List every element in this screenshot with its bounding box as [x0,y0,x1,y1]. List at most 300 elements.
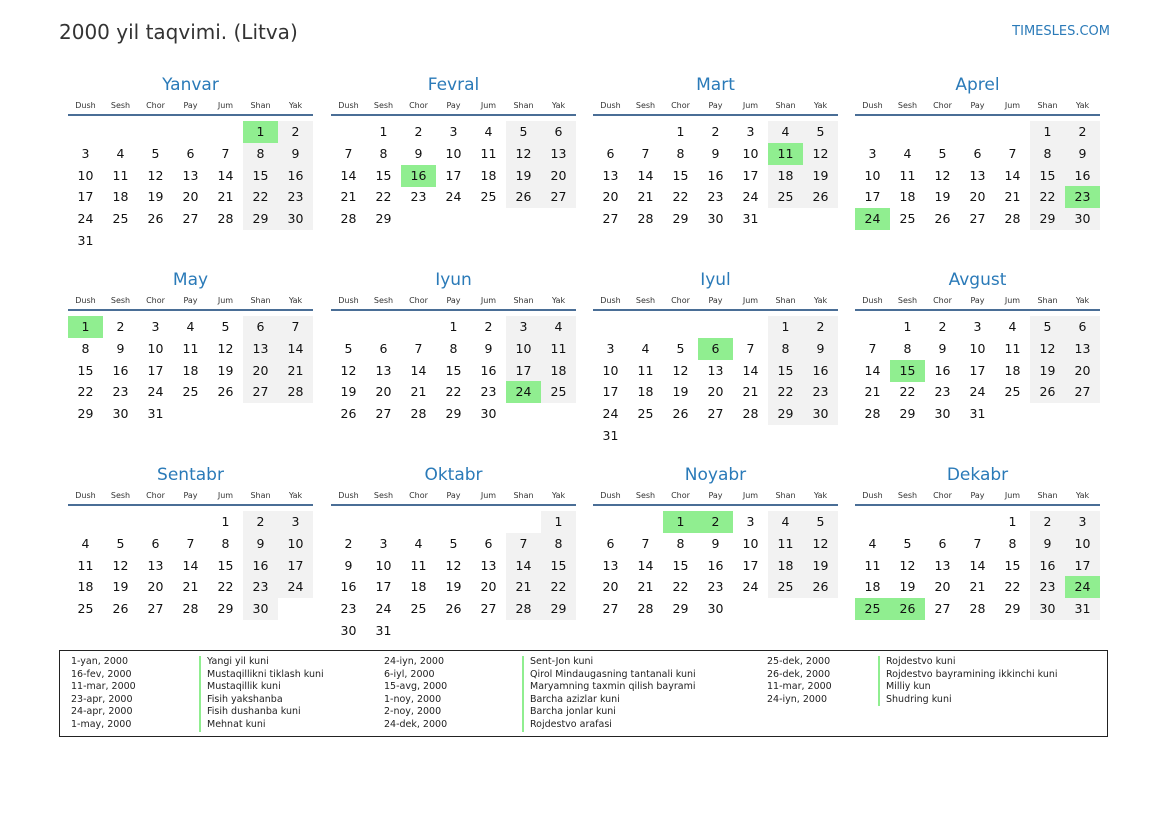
day-cell: 4 [868,535,877,551]
day-cell: 8 [449,340,458,356]
holiday-date: 24-dek, 2000 [384,719,448,730]
day-cell: 2 [344,535,353,551]
day-cell: 21 [1004,189,1021,205]
day-cell: 21 [410,384,427,400]
day-cell: 15 [217,557,234,573]
weekday-label: Dush [600,101,621,110]
day-cell: 4 [81,535,90,551]
weekday-label: Pay [446,101,461,110]
day-cell: 1 [379,124,388,139]
day-cell: 21 [637,579,654,595]
header-rule [593,309,838,311]
weekday-label: Chor [146,101,165,110]
weekday-label: Jum [217,101,234,110]
weekday-label: Sesh [897,296,918,305]
weekday-label: Yak [551,296,566,305]
header-rule [68,309,313,311]
weekday-label: Chor [671,296,690,305]
holiday-date: 16-fev, 2000 [71,668,132,680]
day-cell: 26 [112,601,129,617]
day-cell: 14 [742,362,759,378]
day-cell: 1 [676,124,685,139]
day-cell: 7 [868,340,877,356]
weekday-label: Sesh [373,491,394,500]
day-cell: 20 [969,189,986,205]
weekday-label: Pay [183,296,198,305]
day-cell: 9 [484,340,493,356]
day-cell: 28 [637,211,654,227]
day-cell: 22 [899,384,916,400]
day-cell: 23 [278,186,313,208]
day-cell: 10 [602,362,619,378]
day-cell: 29 [243,208,278,230]
weekday-label: Dush [600,296,621,305]
day-cell: 20 [934,579,951,595]
day-cell: 7 [344,145,353,161]
day-cell: 15 [541,555,576,577]
day-cell: 25 [899,211,916,227]
day-cell: 12 [1030,338,1065,360]
day-cell: 17 [77,189,94,205]
weekday-label: Chor [933,101,952,110]
weekday-label: Jum [217,296,234,305]
weekday-label: Sesh [373,101,394,110]
day-cell: 20 [147,579,164,595]
day-cell: 4 [903,145,912,161]
day-cell: 20 [1065,360,1100,382]
day-cell: 1 [221,514,230,529]
header-rule [68,114,313,116]
day-cell: 26 [506,186,541,208]
header-rule [855,114,1100,116]
header-rule [331,114,576,116]
day-cell: 23 [1030,576,1065,598]
month-title: Iyun [435,270,472,290]
day-cell: 1 [1008,514,1017,529]
holiday-name: Mustaqillik kuni [199,681,281,694]
day-cell: 20 [602,579,619,595]
weekday-label: Chor [933,296,952,305]
day-cell: 9 [243,533,278,555]
weekday-label: Jum [1004,296,1021,305]
day-cell: 9 [116,340,125,356]
day-cell: 26 [803,186,838,208]
day-cell: 18 [480,167,497,183]
day-cell: 19 [899,579,916,595]
weekday-label: Jum [742,491,759,500]
weekday-label: Yak [813,296,828,305]
weekday-label: Yak [288,296,303,305]
day-cell: 27 [1065,381,1100,403]
day-cell: 25 [1004,384,1021,400]
weekday-label: Sesh [897,101,918,110]
day-cell: 15 [768,360,803,382]
holiday-date: 15-avg, 2000 [384,681,448,693]
weekday-label: Pay [708,491,723,500]
header-rule [855,504,1100,506]
day-cell: 9 [803,338,838,360]
day-cell: 3 [973,319,982,334]
holiday-date: 25-dek, 2000 [767,656,831,667]
day-cell: 18 [768,165,803,187]
day-cell: 14 [410,362,427,378]
weekday-label: Jum [1004,101,1021,110]
day-cell: 17 [445,167,462,183]
day-cell: 12 [147,167,164,183]
day-cell: 3 [379,535,388,551]
day-cell: 10 [77,167,94,183]
day-cell: 18 [768,555,803,577]
day-cell: 16 [401,165,436,187]
day-cell: 25 [541,381,576,403]
weekday-label: Chor [671,101,690,110]
day-cell: 26 [340,406,357,422]
day-cell: 18 [864,579,881,595]
month-title: Yanvar [162,75,219,95]
day-cell: 24 [147,384,164,400]
weekday-label: Chor [409,101,428,110]
day-cell: 21 [182,579,199,595]
holiday-name: Rojdestvo bayramining ikkinchi kuni [878,669,1058,682]
day-cell: 24 [445,189,462,205]
day-cell: 16 [934,362,951,378]
day-cell: 4 [484,124,493,139]
weekday-label: Shan [1037,491,1058,500]
day-cell: 20 [707,384,724,400]
day-cell: 5 [151,145,160,161]
day-cell: 15 [890,360,925,382]
day-cell: 21 [742,384,759,400]
day-cell: 8 [1008,535,1017,551]
day-cell: 24 [77,211,94,227]
day-cell: 17 [1065,555,1100,577]
day-cell: 15 [445,362,462,378]
day-cell: 3 [81,145,90,161]
day-cell: 7 [641,145,650,161]
day-cell: 3 [278,511,313,533]
weekday-label: Chor [146,491,165,500]
weekday-label: Sesh [110,296,131,305]
day-cell: 8 [221,535,230,551]
day-cell: 3 [746,124,755,139]
day-cell: 12 [445,557,462,573]
holiday-legend [59,650,1108,737]
weekday-label: Shan [513,296,534,305]
day-cell: 30 [934,406,951,422]
day-cell: 26 [217,384,234,400]
day-cell: 14 [1004,167,1021,183]
day-cell: 8 [243,143,278,165]
day-cell: 26 [672,406,689,422]
day-cell: 20 [182,189,199,205]
day-cell: 13 [602,557,619,573]
day-cell: 30 [707,211,724,227]
day-cell: 30 [278,208,313,230]
holiday-name: Milliy kun [878,681,931,694]
day-cell: 1 [541,511,576,533]
month-title: Dekabr [946,465,1009,485]
day-cell: 13 [541,143,576,165]
day-cell: 1 [243,121,278,143]
day-cell: 29 [445,406,462,422]
holiday-date: 23-apr, 2000 [71,693,133,705]
weekday-label: Pay [970,101,985,110]
day-cell: 21 [217,189,234,205]
weekday-label: Shan [1037,296,1058,305]
day-cell: 15 [672,167,689,183]
day-cell: 24 [1065,576,1100,598]
day-cell: 31 [602,428,619,443]
day-cell: 19 [1030,360,1065,382]
day-cell: 26 [445,601,462,617]
month-title: Aprel [955,75,1000,95]
page-title: 2000 yil taqvimi. (Litva) [59,20,298,44]
day-cell: 19 [934,189,951,205]
weekday-label: Chor [671,491,690,500]
day-cell: 18 [182,362,199,378]
day-cell: 28 [278,381,313,403]
weekday-label: Sesh [897,491,918,500]
day-cell: 4 [116,145,125,161]
day-cell: 10 [864,167,881,183]
weekday-label: Pay [708,101,723,110]
day-cell: 15 [77,362,94,378]
day-cell: 24 [855,208,890,230]
day-cell: 8 [768,338,803,360]
day-cell: 23 [410,189,427,205]
weekday-label: Yak [1075,296,1090,305]
day-cell: 6 [243,316,278,338]
day-cell: 5 [803,121,838,143]
day-cell: 1 [903,319,912,334]
weekday-label: Sesh [635,491,656,500]
day-cell: 23 [112,384,129,400]
day-cell: 24 [278,576,313,598]
day-cell: 5 [938,145,947,161]
day-cell: 1 [663,511,698,533]
site-link[interactable]: TIMESLES.COM [1012,24,1110,39]
day-cell: 6 [186,145,195,161]
day-cell: 26 [147,211,164,227]
day-cell: 22 [1004,579,1021,595]
day-cell: 7 [221,145,230,161]
day-cell: 27 [375,406,392,422]
day-cell: 12 [899,557,916,573]
day-cell: 28 [864,406,881,422]
weekday-label: Jum [480,491,497,500]
weekday-label: Yak [813,491,828,500]
weekday-label: Jum [742,101,759,110]
weekday-label: Jum [480,101,497,110]
day-cell: 31 [742,211,759,227]
day-cell: 23 [1065,186,1100,208]
day-cell: 29 [375,211,392,227]
holiday-name: Barcha azizlar kuni [522,694,620,707]
weekday-label: Dush [75,296,96,305]
day-cell: 28 [969,601,986,617]
weekday-label: Chor [409,296,428,305]
day-cell: 20 [375,384,392,400]
day-cell: 18 [77,579,94,595]
day-cell: 27 [602,601,619,617]
day-cell: 1 [768,316,803,338]
weekday-label: Yak [288,101,303,110]
day-cell: 21 [637,189,654,205]
day-cell: 4 [414,535,423,551]
day-cell: 31 [77,233,94,248]
day-cell: 27 [541,186,576,208]
day-cell: 6 [151,535,160,551]
weekday-label: Pay [446,491,461,500]
weekday-label: Sesh [635,296,656,305]
day-cell: 23 [707,189,724,205]
day-cell: 28 [742,406,759,422]
weekday-label: Sesh [635,101,656,110]
day-cell: 17 [742,557,759,573]
weekday-label: Pay [446,296,461,305]
holiday-name: Rojdestvo kuni [878,656,956,669]
day-cell: 19 [803,555,838,577]
weekday-label: Shan [1037,101,1058,110]
day-cell: 1 [1030,121,1065,143]
day-cell: 11 [541,338,576,360]
day-cell: 13 [147,557,164,573]
day-cell: 18 [541,360,576,382]
day-cell: 13 [969,167,986,183]
day-cell: 11 [899,167,916,183]
day-cell: 3 [1065,511,1100,533]
day-cell: 11 [410,557,427,573]
day-cell: 20 [602,189,619,205]
day-cell: 17 [375,579,392,595]
day-cell: 17 [864,189,881,205]
day-cell: 6 [1065,316,1100,338]
day-cell: 18 [637,384,654,400]
day-cell: 11 [768,143,803,165]
day-cell: 12 [217,340,234,356]
day-cell: 30 [707,601,724,617]
day-cell: 8 [676,145,685,161]
day-cell: 24 [375,601,392,617]
weekday-label: Jum [1004,491,1021,500]
day-cell: 24 [742,579,759,595]
day-cell: 8 [541,533,576,555]
day-cell: 14 [217,167,234,183]
day-cell: 5 [506,121,541,143]
day-cell: 29 [899,406,916,422]
holiday-date: 11-mar, 2000 [71,681,136,693]
holiday-date: 1-noy, 2000 [384,693,442,705]
header-rule [855,309,1100,311]
weekday-label: Shan [775,296,796,305]
weekday-label: Shan [250,101,271,110]
holiday-name: Yangi yil kuni [199,656,269,669]
day-cell: 15 [1004,557,1021,573]
day-cell: 4 [768,121,803,143]
day-cell: 6 [973,145,982,161]
weekday-label: Shan [775,101,796,110]
day-cell: 15 [243,165,278,187]
day-cell: 5 [344,340,353,356]
day-cell: 5 [903,535,912,551]
day-cell: 2 [698,511,733,533]
day-cell: 22 [541,576,576,598]
day-cell: 13 [1065,338,1100,360]
day-cell: 2 [938,319,947,334]
day-cell: 12 [803,533,838,555]
day-cell: 9 [938,340,947,356]
day-cell: 23 [707,579,724,595]
holiday-name: Barcha jonlar kuni [522,706,616,719]
holiday-name: Mustaqillikni tiklash kuni [199,669,324,682]
holiday-date: 24-iyn, 2000 [384,656,445,667]
day-cell: 28 [410,406,427,422]
day-cell: 11 [182,340,199,356]
header-rule [331,504,576,506]
day-cell: 13 [934,557,951,573]
holiday-date: 6-iyl, 2000 [384,668,435,680]
weekday-label: Yak [813,101,828,110]
weekday-label: Chor [933,491,952,500]
month-title: Sentabr [157,465,224,485]
day-cell: 18 [1004,362,1021,378]
day-cell: 29 [541,598,576,620]
day-cell: 17 [602,384,619,400]
day-cell: 31 [969,406,986,422]
day-cell: 3 [606,340,615,356]
day-cell: 18 [899,189,916,205]
weekday-label: Dush [75,101,96,110]
day-cell: 29 [1004,601,1021,617]
day-cell: 29 [1030,208,1065,230]
day-cell: 24 [742,189,759,205]
day-cell: 27 [182,211,199,227]
day-cell: 22 [243,186,278,208]
day-cell: 10 [1065,533,1100,555]
day-cell: 5 [221,319,230,334]
holiday-name: Qirol Mindaugasning tantanali kuni [522,669,696,682]
day-cell: 20 [243,360,278,382]
day-cell: 17 [278,555,313,577]
day-cell: 21 [278,360,313,382]
weekday-label: Dush [75,491,96,500]
weekday-label: Pay [183,101,198,110]
day-cell: 27 [602,211,619,227]
day-cell: 10 [375,557,392,573]
day-cell: 27 [243,381,278,403]
day-cell: 22 [768,381,803,403]
day-cell: 14 [969,557,986,573]
day-cell: 11 [112,167,129,183]
weekday-label: Chor [409,491,428,500]
day-cell: 13 [243,338,278,360]
weekday-label: Yak [551,491,566,500]
day-cell: 12 [803,143,838,165]
day-cell: 22 [217,579,234,595]
header-rule [593,114,838,116]
day-cell: 7 [973,535,982,551]
day-cell: 23 [480,384,497,400]
day-cell: 25 [112,211,129,227]
day-cell: 17 [742,167,759,183]
day-cell: 16 [112,362,129,378]
day-cell: 30 [112,406,129,422]
day-cell: 27 [147,601,164,617]
holiday-name: Fisih dushanba kuni [199,706,301,719]
day-cell: 2 [803,316,838,338]
day-cell: 30 [480,406,497,422]
day-cell: 11 [864,557,881,573]
